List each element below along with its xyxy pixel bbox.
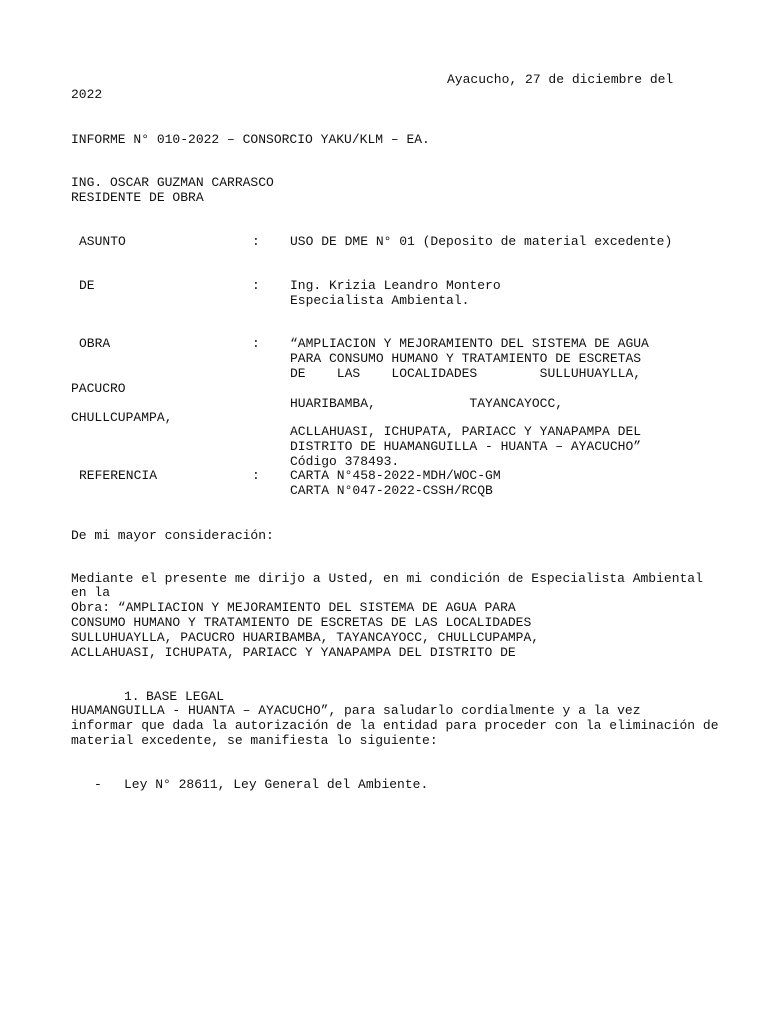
referencia-label: REFERENCIA	[79, 468, 158, 483]
date-line: Ayacucho, 27 de diciembre del	[447, 72, 674, 87]
body-line-6: ACLLAHUASI, ICHUPATA, PARIACC Y YANAPAMPA DEL DISTRITO DE	[71, 645, 516, 660]
obra-line-4: HUARIBAMBA, TAYANCAYOCC,	[290, 396, 564, 411]
date-year: 2022	[71, 87, 103, 102]
obra-label: OBRA	[79, 336, 111, 351]
referencia-line-1: CARTA N°458-2022-MDH/WOC-GM	[290, 468, 501, 483]
legal-item-text: Ley N° 28611, Ley General del Ambiente.	[124, 777, 429, 792]
de-value-name: Ing. Krizia Leandro Montero	[290, 278, 501, 293]
obra-line-1: “AMPLIACION Y MEJORAMIENTO DEL SISTEMA DE AGUA	[290, 336, 649, 351]
referencia-line-2: CARTA N°047-2022-CSSH/RCQB	[290, 483, 493, 498]
obra-line-2: PARA CONSUMO HUMANO Y TRATAMIENTO DE ESCRETAS	[290, 351, 642, 366]
obra-line-3: DE LAS LOCALIDADES SULLUHUAYLLA,	[290, 366, 642, 381]
obra-line-3-wrap: PACUCRO	[71, 381, 126, 396]
asunto-value: USO DE DME N° 01 (Deposito de material excedente)	[290, 234, 673, 249]
section-1-title: BASE LEGAL	[146, 689, 225, 704]
asunto-colon: :	[252, 234, 260, 249]
body-line-5: SULLUHUAYLLA, PACUCRO HUARIBAMBA, TAYANCAYOCC, CHULLCUPAMPA,	[71, 630, 540, 645]
recipient-name: ING. OSCAR GUZMAN CARRASCO	[71, 175, 274, 190]
de-value-role: Especialista Ambiental.	[290, 293, 470, 308]
obra-line-4-wrap: CHULLCUPAMPA,	[71, 410, 173, 425]
body-line-2: en la	[71, 585, 111, 600]
greeting: De mi mayor consideración:	[71, 528, 274, 543]
body-line-4: CONSUMO HUMANO Y TRATAMIENTO DE ESCRETAS DE LAS LOCALIDADES	[71, 615, 532, 630]
continuation-line-1: HUAMANGUILLA - HUANTA – AYACUCHO”, para saludarlo cordialmente y a la vez	[71, 703, 641, 718]
obra-line-6: DISTRITO DE HUAMANGUILLA - HUANTA – AYACUCHO”	[290, 439, 642, 454]
asunto-label: ASUNTO	[79, 234, 126, 249]
obra-line-7: Código 378493.	[290, 454, 400, 469]
obra-colon: :	[252, 336, 260, 351]
obra-line-5: ACLLAHUASI, ICHUPATA, PARIACC Y YANAPAMPA DEL	[290, 424, 642, 439]
de-colon: :	[252, 278, 260, 293]
continuation-line-2: informar que dada la autorización de la entidad para proceder con la eliminación de	[71, 718, 719, 733]
legal-item-bullet: -	[94, 777, 102, 792]
body-line-3: Obra: “AMPLIACION Y MEJORAMIENTO DEL SISTEMA DE AGUA PARA	[71, 600, 516, 615]
recipient-role: RESIDENTE DE OBRA	[71, 190, 204, 205]
de-label: DE	[79, 278, 95, 293]
report-title: INFORME N° 010-2022 – CONSORCIO YAKU/KLM – EA.	[71, 132, 430, 147]
continuation-line-3: material excedente, se manifiesta lo siguiente:	[71, 733, 438, 748]
body-line-1: Mediante el presente me dirijo a Usted, en mi condición de Especialista Ambiental	[71, 571, 703, 586]
section-1-number: 1.	[124, 689, 140, 704]
referencia-colon: :	[252, 468, 260, 483]
